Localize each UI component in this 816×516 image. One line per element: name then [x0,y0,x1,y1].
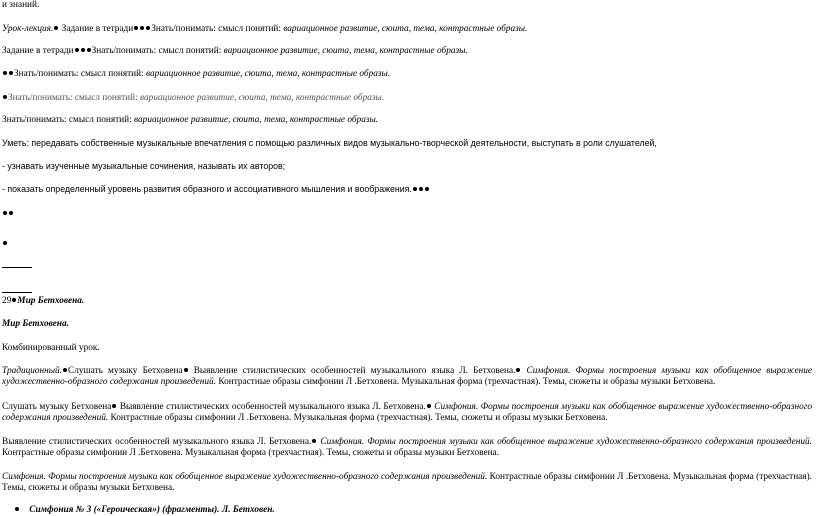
bullet-icon [12,298,16,302]
separator-line [2,267,32,268]
symphony-text: Симфония. Формы построения музыки как обобщенное выражение художественно-образного содержания произведений. [2,366,812,387]
know-text: Знать/понимать: смысл понятий: [91,46,222,56]
bullet-icon [134,26,138,30]
lesson-format: Традиционный. [2,366,63,376]
bullet-icon [3,95,7,99]
concepts-text: вариационное развитие, сюита, тема, контрастные образы. [140,93,385,103]
lesson-title: Мир Бетховена. [17,296,85,306]
concepts-text: вариационное развитие, сюита, тема, контрастные образы. [146,69,391,79]
line-top: и знаний. [2,0,40,10]
bullet-icon [112,404,116,408]
lesson-type: Комбинированный урок. [2,343,100,353]
skills-line-1: Уметь: передавать собственные музыкальные впечатления с помощью различных видов музыкально-творческой деятельности, выступать в роли слушателей, [2,138,657,148]
bullet-icon [184,368,188,372]
symphony-text: Симфония. Формы построения музыки как обобщенное выражение художественно-образного содержания произведений. [2,472,488,482]
skills-line-2: - узнавать изученные музыкальные сочинения, называть их авторов; [2,161,286,171]
know-text: Знать/понимать: смысл понятий: [151,24,281,34]
paragraph-1 [2,366,812,388]
bullet-icon [146,26,150,30]
symphony-text: Симфония. Формы построения музыки как обобщенное выражение художественно-образного содержания произведений. [320,437,812,447]
row-4 [2,93,812,104]
bullet-icon [9,211,13,215]
bullet-icon [15,507,19,511]
bullet-icon [3,211,7,215]
bullet-icon [312,439,316,443]
empty-bullets-1 [2,209,812,220]
lesson-title-repeat: Мир Бетховена. [2,319,69,329]
row-2 [2,46,812,57]
separator-line [2,292,32,293]
bullet-item-last [14,505,812,516]
listen-text: Слушать музыку Бетховена [68,366,183,376]
know-text: Знать/понимать: смысл понятий: [2,115,132,125]
bullet-icon [54,26,58,30]
bullet-icon [87,48,91,52]
row-5 [2,115,812,126]
reveal-text: Выявление стилистических особенностей музыкального языка Л. Бетховена. [2,437,312,447]
reveal-text: Выявление стилистических особенностей музыкального языка Л. Бетховена. [193,366,516,376]
lesson-heading [2,296,812,307]
bullet-icon [427,404,431,408]
bullet-icon [3,241,7,245]
skills-line-3-text: - показать определенный уровень развития образного и ассоциативного мышления и воображения. [2,184,412,194]
empty-bullets-2 [2,239,812,250]
paragraph-2 [2,402,812,424]
row-3 [2,69,812,80]
know-text: Знать/понимать: смысл понятий: [8,93,138,103]
images-text: Контрастные образы симфонии Л .Бетховена. Музыкальная форма (трехчастная). Темы, сюжеты и образы музыки Бетховена. [218,377,716,387]
lesson-kind: Урок-лекция. [2,24,54,34]
concepts-text: вариационное развитие, сюита, тема, контрастные образы. [223,46,468,56]
lesson-number: 29 [2,296,12,306]
bullet-icon [63,368,67,372]
bullet-icon [419,187,423,191]
bullet-icon [3,71,7,75]
bullet-icon [75,48,79,52]
row-1 [2,24,812,35]
bullet-icon [140,26,144,30]
task-text: Задание в тетради [61,24,134,34]
bullet-icon [413,187,417,191]
images-text: Контрастные образы симфонии Л .Бетховена. Музыкальная форма (трехчастная). Темы, сюжеты и образы музыки Бетховена. [2,448,500,458]
images-text: Контрастные образы симфонии Л .Бетховена. Музыкальная форма (трехчастная). Темы, сюжеты и образы музыки Бетховена. [2,472,812,493]
paragraph-4 [2,472,812,494]
listen-text: Слушать музыку Бетховена [2,402,112,412]
bullet-icon [9,71,13,75]
bullet-icon [81,48,85,52]
concepts-text: вариационное развитие, сюита, тема, контрастные образы. [283,24,528,34]
task-text: Задание в тетради [2,46,74,56]
bullet-icon [425,187,429,191]
symphony-title: Симфония № 3 («Героическая») (фрагменты). Л. Бетховен. [29,505,275,515]
symphony-text: Симфония. Формы построения музыки как обобщенное выражение художественно-образного содержания произведений. [2,402,812,423]
concepts-text: вариационное развитие, сюита, тема, контрастные образы. [134,115,379,125]
paragraph-3 [2,437,812,459]
bullet-icon [516,368,520,372]
images-text: Контрастные образы симфонии Л .Бетховена. Музыкальная форма (трехчастная). Темы, сюжеты и образы музыки Бетховена. [110,413,608,423]
skills-line-3 [2,184,812,195]
know-text: Знать/понимать: смысл понятий: [14,69,144,79]
reveal-text: Выявление стилистических особенностей музыкального языка Л. Бетховена. [119,402,426,412]
